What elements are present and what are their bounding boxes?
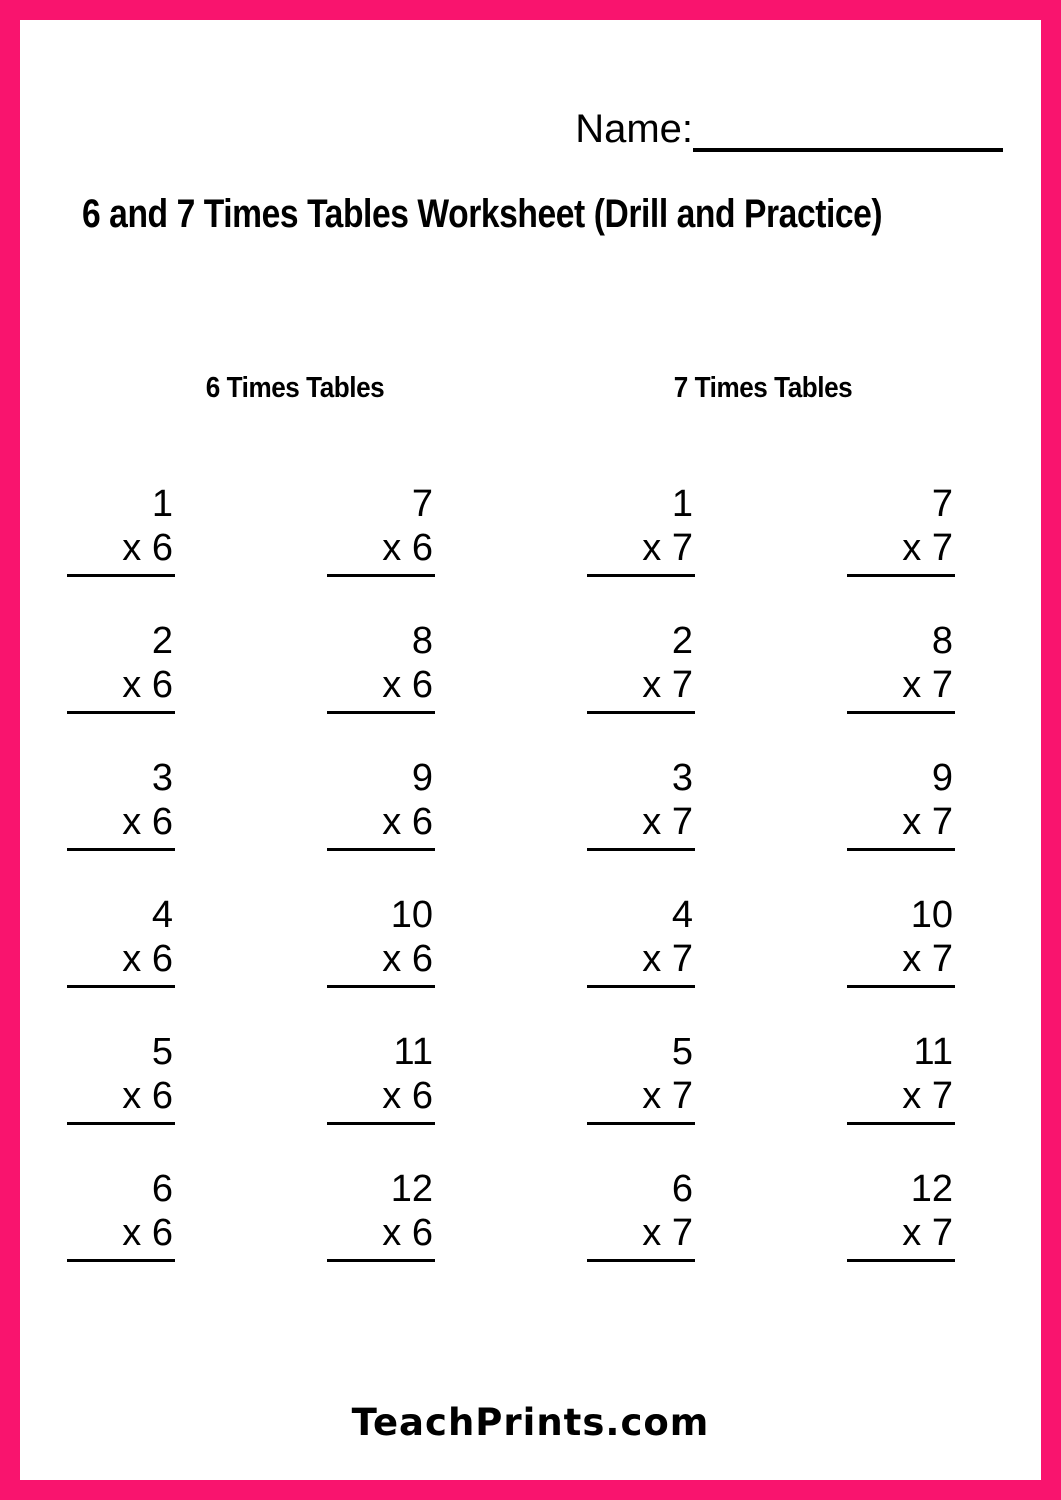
multiplicand: 1 [151,483,173,525]
name-blank-line [693,104,1003,152]
section-header-7-times: 7 Times Tables [673,372,853,404]
answer-line [847,985,955,988]
multiplicand: 9 [931,757,953,799]
name-label: Name: [575,107,693,151]
multiplicand: 1 [671,483,693,525]
multiplier: x 7 [642,527,693,569]
answer-line [327,1259,435,1262]
multiplicand: 9 [411,757,433,799]
multiplicand: 6 [671,1168,693,1210]
answer-line [847,1259,955,1262]
multiplication-problem [847,893,955,988]
multiplier: x 7 [902,938,953,980]
multiplier: x 6 [122,938,173,980]
answer-line [67,1122,175,1125]
answer-line [327,574,435,577]
multiplier: x 6 [122,664,173,706]
multiplicand: 10 [390,894,433,936]
brand-footer: TeachPrints.com [351,1401,710,1444]
multiplicand: 4 [671,894,693,936]
multiplication-problem [587,1030,695,1125]
multiplication-problem [67,1030,175,1125]
multiplicand: 5 [151,1031,173,1073]
worksheet-title: 6 and 7 Times Tables Worksheet (Drill and Practice) [82,192,883,236]
multiplication-problem [847,619,955,714]
multiplication-problem [587,1167,695,1262]
multiplication-problem [587,756,695,851]
multiplier: x 6 [122,527,173,569]
multiplicand: 12 [910,1168,953,1210]
answer-line [587,711,695,714]
multiplicand: 7 [411,483,433,525]
multiplication-problem [67,619,175,714]
multiplicand: 6 [151,1168,173,1210]
multiplicand: 4 [151,894,173,936]
multiplier: x 7 [902,664,953,706]
multiplier: x 6 [122,801,173,843]
multiplicand: 8 [411,620,433,662]
multiplier: x 7 [642,801,693,843]
answer-line [587,1122,695,1125]
answer-line [587,574,695,577]
answer-line [67,1259,175,1262]
name-field [575,104,1003,152]
multiplicand: 8 [931,620,953,662]
multiplier: x 7 [642,1075,693,1117]
multiplicand: 11 [393,1031,433,1073]
multiplicand: 7 [931,483,953,525]
multiplication-problem [327,619,435,714]
multiplication-problem [847,756,955,851]
multiplication-problem [587,482,695,577]
multiplication-problem [847,1167,955,1262]
answer-line [587,1259,695,1262]
multiplier: x 7 [642,664,693,706]
multiplier: x 6 [382,1212,433,1254]
answer-line [67,574,175,577]
multiplication-problem [327,756,435,851]
multiplication-problem [67,1167,175,1262]
multiplier: x 6 [382,938,433,980]
answer-line [67,848,175,851]
multiplier: x 6 [382,1075,433,1117]
multiplier: x 6 [382,664,433,706]
section-header-6-times: 6 Times Tables [205,372,385,404]
answer-line [327,711,435,714]
multiplication-problem [327,893,435,988]
multiplier: x 6 [122,1075,173,1117]
multiplication-problem [847,1030,955,1125]
answer-line [327,848,435,851]
answer-line [67,985,175,988]
multiplicand: 11 [913,1031,953,1073]
multiplier: x 7 [642,938,693,980]
answer-line [587,985,695,988]
multiplicand: 10 [910,894,953,936]
answer-line [327,985,435,988]
multiplicand: 3 [151,757,173,799]
multiplier: x 7 [902,527,953,569]
multiplicand: 5 [671,1031,693,1073]
multiplier: x 7 [902,801,953,843]
multiplier: x 6 [122,1212,173,1254]
multiplier: x 6 [382,527,433,569]
multiplication-problem [847,482,955,577]
answer-line [847,711,955,714]
problems-grid [67,482,955,1262]
multiplicand: 3 [671,757,693,799]
multiplication-problem [587,619,695,714]
multiplication-problem [67,756,175,851]
multiplicand: 2 [151,620,173,662]
multiplier: x 6 [382,801,433,843]
multiplicand: 2 [671,620,693,662]
answer-line [847,1122,955,1125]
multiplier: x 7 [902,1212,953,1254]
multiplication-problem [327,1030,435,1125]
multiplier: x 7 [642,1212,693,1254]
multiplicand: 12 [390,1168,433,1210]
multiplication-problem [67,482,175,577]
multiplication-problem [327,1167,435,1262]
answer-line [847,574,955,577]
answer-line [67,711,175,714]
multiplication-problem [587,893,695,988]
multiplication-problem [67,893,175,988]
multiplication-problem [327,482,435,577]
answer-line [587,848,695,851]
answer-line [847,848,955,851]
answer-line [327,1122,435,1125]
multiplier: x 7 [902,1075,953,1117]
